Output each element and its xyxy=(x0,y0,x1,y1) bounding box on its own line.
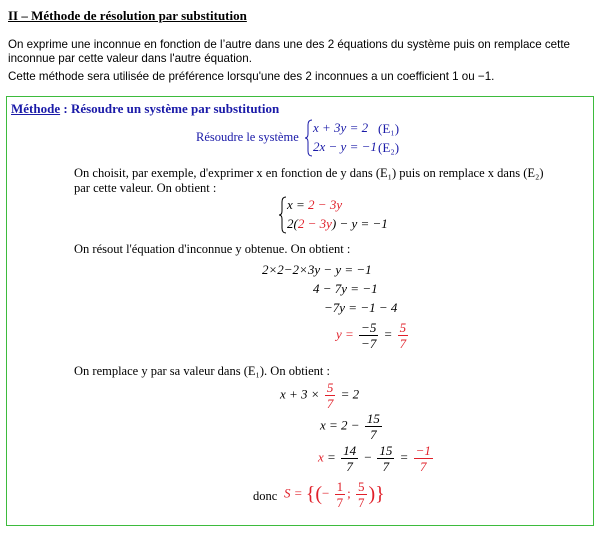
solve-step-4-f1-den: −7 xyxy=(361,336,377,351)
solve-step-4 xyxy=(336,321,410,350)
replace-step-1-fraction xyxy=(325,381,336,410)
replace-step-3-a-den: 7 xyxy=(346,459,353,474)
system-eq2-tag: (E₂) xyxy=(378,140,400,155)
substitution-eq2-pre: 2( xyxy=(287,216,298,231)
substitution-eq2-mid: 2 − 3y xyxy=(297,216,332,231)
system-prompt: Résoudre le système xyxy=(196,130,299,144)
replace-step-1-post: = 2 xyxy=(340,386,360,402)
para-choice-line-2: par cette valeur. On obtient : xyxy=(74,181,217,195)
section-title: II – Méthode de résolution par substitution xyxy=(8,8,247,23)
replace-step-3-b-num: 15 xyxy=(379,443,393,458)
solve-step-4-fraction-2 xyxy=(398,321,409,350)
solution-lhs: S = xyxy=(284,485,303,501)
system-eq1: x + 3y = 2 xyxy=(313,120,369,135)
replace-step-3-x: x xyxy=(318,449,324,465)
solve-step-4-f2-num: 5 xyxy=(399,320,407,335)
solution-fraction-a xyxy=(335,480,346,509)
replace-step-3-minus: − xyxy=(363,449,373,465)
para-solve: On résout l'équation d'inconnue y obtenue. On obtient : xyxy=(74,242,351,256)
solution-minus: − xyxy=(322,485,330,501)
method-separator: : xyxy=(60,101,71,116)
solution-b-num: 5 xyxy=(358,479,365,494)
replace-step-3-fraction-c xyxy=(414,444,433,473)
intro-line-3: Cette méthode sera utilisée de préférence lorsqu'une des 2 inconnues a un coefficient 1 ou −1. xyxy=(8,70,495,83)
replace-step-2-pre: x = 2 − xyxy=(320,417,360,433)
intro-line-2: inconnue par cette valeur dans l'autre équation. xyxy=(8,52,252,65)
replace-step-1 xyxy=(280,381,359,410)
solve-step-4-eq: = xyxy=(383,326,393,342)
para-replace: On remplace y par sa valeur dans (E₁). On obtient : xyxy=(74,364,331,378)
solution-fraction-b xyxy=(356,480,367,509)
substitution-eq2 xyxy=(287,216,388,232)
replace-step-2-fraction xyxy=(365,412,382,441)
solution-donc: donc xyxy=(253,489,278,503)
solve-step-3: −7y = −1 − 4 xyxy=(324,300,398,315)
solution-a-den: 7 xyxy=(336,495,344,510)
replace-step-3-eq2: = xyxy=(399,449,409,465)
solution-close: )} xyxy=(368,483,385,505)
solve-step-1: 2×2−2×3y − y = −1 xyxy=(262,262,372,277)
solve-step-4-f2-den: 7 xyxy=(399,336,407,351)
replace-step-3-eq: = xyxy=(323,449,340,465)
replace-step-2 xyxy=(320,412,384,441)
system-eq1-tag: (E₁) xyxy=(378,121,400,136)
solution-a-num: 1 xyxy=(336,479,344,494)
replace-step-2-den: 7 xyxy=(370,427,377,442)
replace-step-3-a-num: 14 xyxy=(343,443,357,458)
method-heading xyxy=(11,101,279,117)
solve-step-2: 4 − 7y = −1 xyxy=(313,281,378,296)
solve-step-4-fraction-1 xyxy=(359,321,378,350)
para-choice-line-1: On choisit, par exemple, d'exprimer x en fonction de y dans (E₁) puis on remplace x dans (E₂) xyxy=(74,166,544,180)
method-box xyxy=(6,96,594,526)
replace-step-3-fraction-b xyxy=(377,444,394,473)
system-eq2: 2x − y = −1 xyxy=(313,139,377,154)
intro-line-1: On exprime une inconnue en fonction de l’autre dans une des 2 équations du système puis on remplace cette xyxy=(8,38,571,51)
replace-step-3-c-den: 7 xyxy=(420,459,427,474)
solution-set xyxy=(284,480,385,509)
replace-step-3-b-den: 7 xyxy=(382,459,390,474)
replace-step-3-c-num: −1 xyxy=(415,443,431,458)
replace-step-1-num: 5 xyxy=(326,380,334,395)
solution-b-den: 7 xyxy=(358,495,365,510)
substitution-eq1 xyxy=(287,197,342,213)
substitution-eq1-lhs: x = xyxy=(287,197,309,212)
solve-step-4-lhs: y = xyxy=(336,326,354,342)
substitution-eq1-rhs: 2 − 3y xyxy=(308,197,343,212)
replace-step-3-fraction-a xyxy=(341,444,358,473)
solution-open: {( xyxy=(305,483,323,505)
replace-step-1-pre: x + 3 × xyxy=(280,386,320,402)
method-label: Méthode xyxy=(11,101,61,116)
solve-step-4-f1-num: −5 xyxy=(361,320,377,335)
replace-step-1-den: 7 xyxy=(326,396,334,411)
substitution-eq2-post: ) − y = −1 xyxy=(331,216,388,231)
solution-sep: ; xyxy=(347,485,351,501)
replace-step-3 xyxy=(318,444,435,473)
method-title: Résoudre un système par substitution xyxy=(70,101,280,116)
replace-step-2-num: 15 xyxy=(366,411,380,426)
